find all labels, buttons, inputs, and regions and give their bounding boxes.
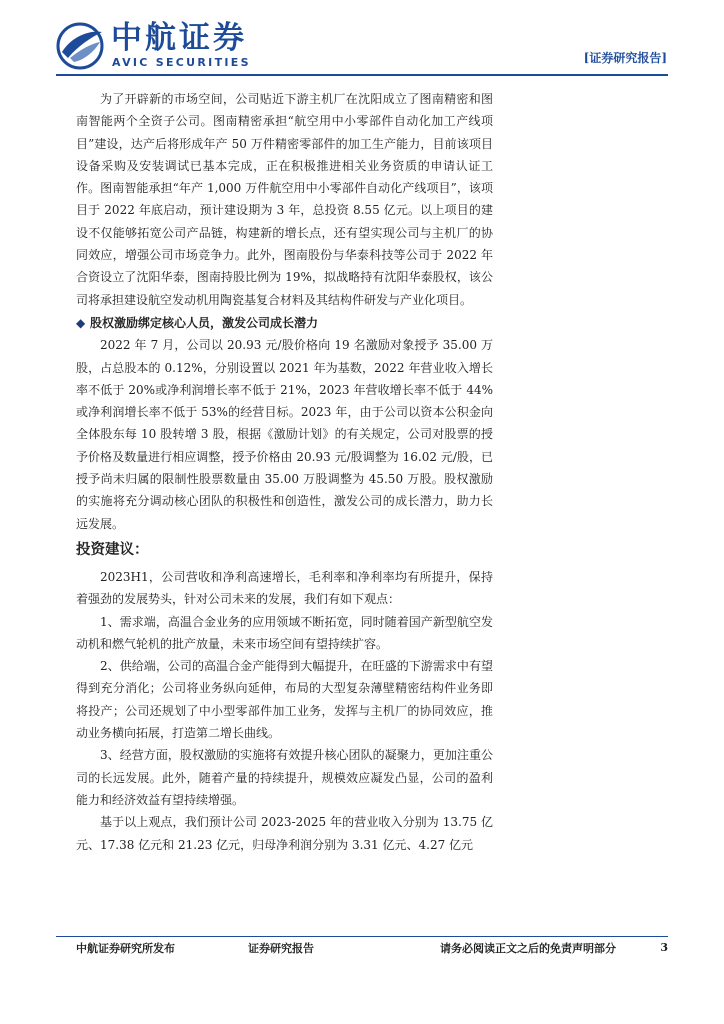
footer-publisher: 中航证券研究所发布	[76, 942, 175, 955]
paragraph-summary: 2023H1，公司营收和净利高速增长，毛利率和净利率均有所提升，保持着强劲的发展势头，针对公司未来的发展，我们有如下观点：	[76, 569, 493, 607]
document-body	[76, 88, 493, 856]
brand-name-cn: 中航证券	[111, 20, 247, 56]
page-header	[0, 0, 724, 90]
report-type-tag: [证券研究报告]	[583, 51, 667, 65]
diamond-bullet-icon: ◆	[76, 315, 86, 330]
paragraph-subsidiaries: 为了开辟新的市场空间，公司贴近下游主机厂在沈阳成立了图南精密和图南智能两个全资子公司。图南精密承担“航空用中小零部件自动化加工产线项目”建设，达产后将形成年产 50 万件精密零部件的加工生产能力，目前该项目设备采购及安装调试已基本完成，正在积极推进相关业务资质的申请认证工作。图南智能承担“年产 1,000 万件航空用中小零部件自动化产线项目”，该项目于 2022 年底启动，预计建设期为 3 年，总投资 8.55 亿元。以上项目的建设不仅能够拓宽公司产品链，构建新的增长点，还有望实现公司与主机厂的协同效应，增强公司市场竞争力。此外，图南股份与华泰科技等公司于 2022 年合资设立了沈阳华泰，图南持股比例为 19%，拟战略持有沈阳华泰股权，该公司将承担建设航空发动机用陶瓷基复合材料及其结构件研发与产业化项目。	[76, 92, 493, 307]
section-title: 投资建议：	[76, 540, 149, 558]
paragraph-equity-incentive: 2022 年 7 月，公司以 20.93 元/股价格向 19 名激励对象授予 35.00 万股，占总股本的 0.12%，分别设置以 2021 年为基数，2022 年营业收入增长率不低于 20%或净利润增长率不低于 21%，2023 年营收增长率不低于 44%或净利润增长率不低于 53%的经营目标。2023 年，由于公司以资本公积金向全体股东每 10 股转增 3 股，根据《激励计划》的有关规定，公司对股票的授予价格及数量进行相应调整，授予价格由 20.93 元/股调整为 16.02 元/股，已授予尚未归属的限制性股票数量由 35.00 万股调整为 45.50 万股。股权激励的实施将充分调动核心团队的积极性和创造性，激发公司的成长潜力，助力长远发展。	[76, 338, 493, 531]
paragraph-forecast: 基于以上观点，我们预计公司 2023-2025 年的营业收入分别为 13.75 亿元、17.38 亿元和 21.23 亿元，归母净利润分别为 3.31 亿元、4.27 亿元	[76, 815, 493, 852]
paragraph-operations: 3、经营方面，股权激励的实施将有效提升核心团队的凝聚力，更加注重公司的长远发展。此外，随着产量的持续提升，规模效应凝发凸显，公司的盈利能力和经济效益有望持续增强。	[76, 748, 493, 807]
footer-disclaimer: 请务必阅读正文之后的免责声明部分	[440, 942, 616, 955]
paragraph-demand: 1、需求端，高温合金业务的应用领域不断拓宽，同时随着国产新型航空发动机和燃气轮机的批产放量，未来市场空间有望持续扩容。	[76, 614, 493, 651]
bullet-heading-text: 股权激励绑定核心人员，激发公司成长潜力	[90, 315, 319, 330]
paragraph-supply: 2、供给端，公司的高温合金产能得到大幅提升，在旺盛的下游需求中有望得到充分消化；公司将业务纵向延伸，布局的大型复杂薄壁精密结构件业务即将投产；公司还规划了中小型零部件加工业务，发挥与主机厂的协同效应，推动业务横向拓展，打造第二增长曲线。	[76, 659, 493, 741]
bullet-heading	[76, 312, 493, 334]
footer-divider	[56, 936, 668, 937]
brand-name-en: AVIC SECURITIES	[112, 56, 251, 69]
page-number: 3	[660, 941, 668, 954]
footer-report-type: 证券研究报告	[248, 942, 314, 955]
header-divider	[56, 74, 668, 76]
avic-logo-icon	[56, 22, 104, 70]
